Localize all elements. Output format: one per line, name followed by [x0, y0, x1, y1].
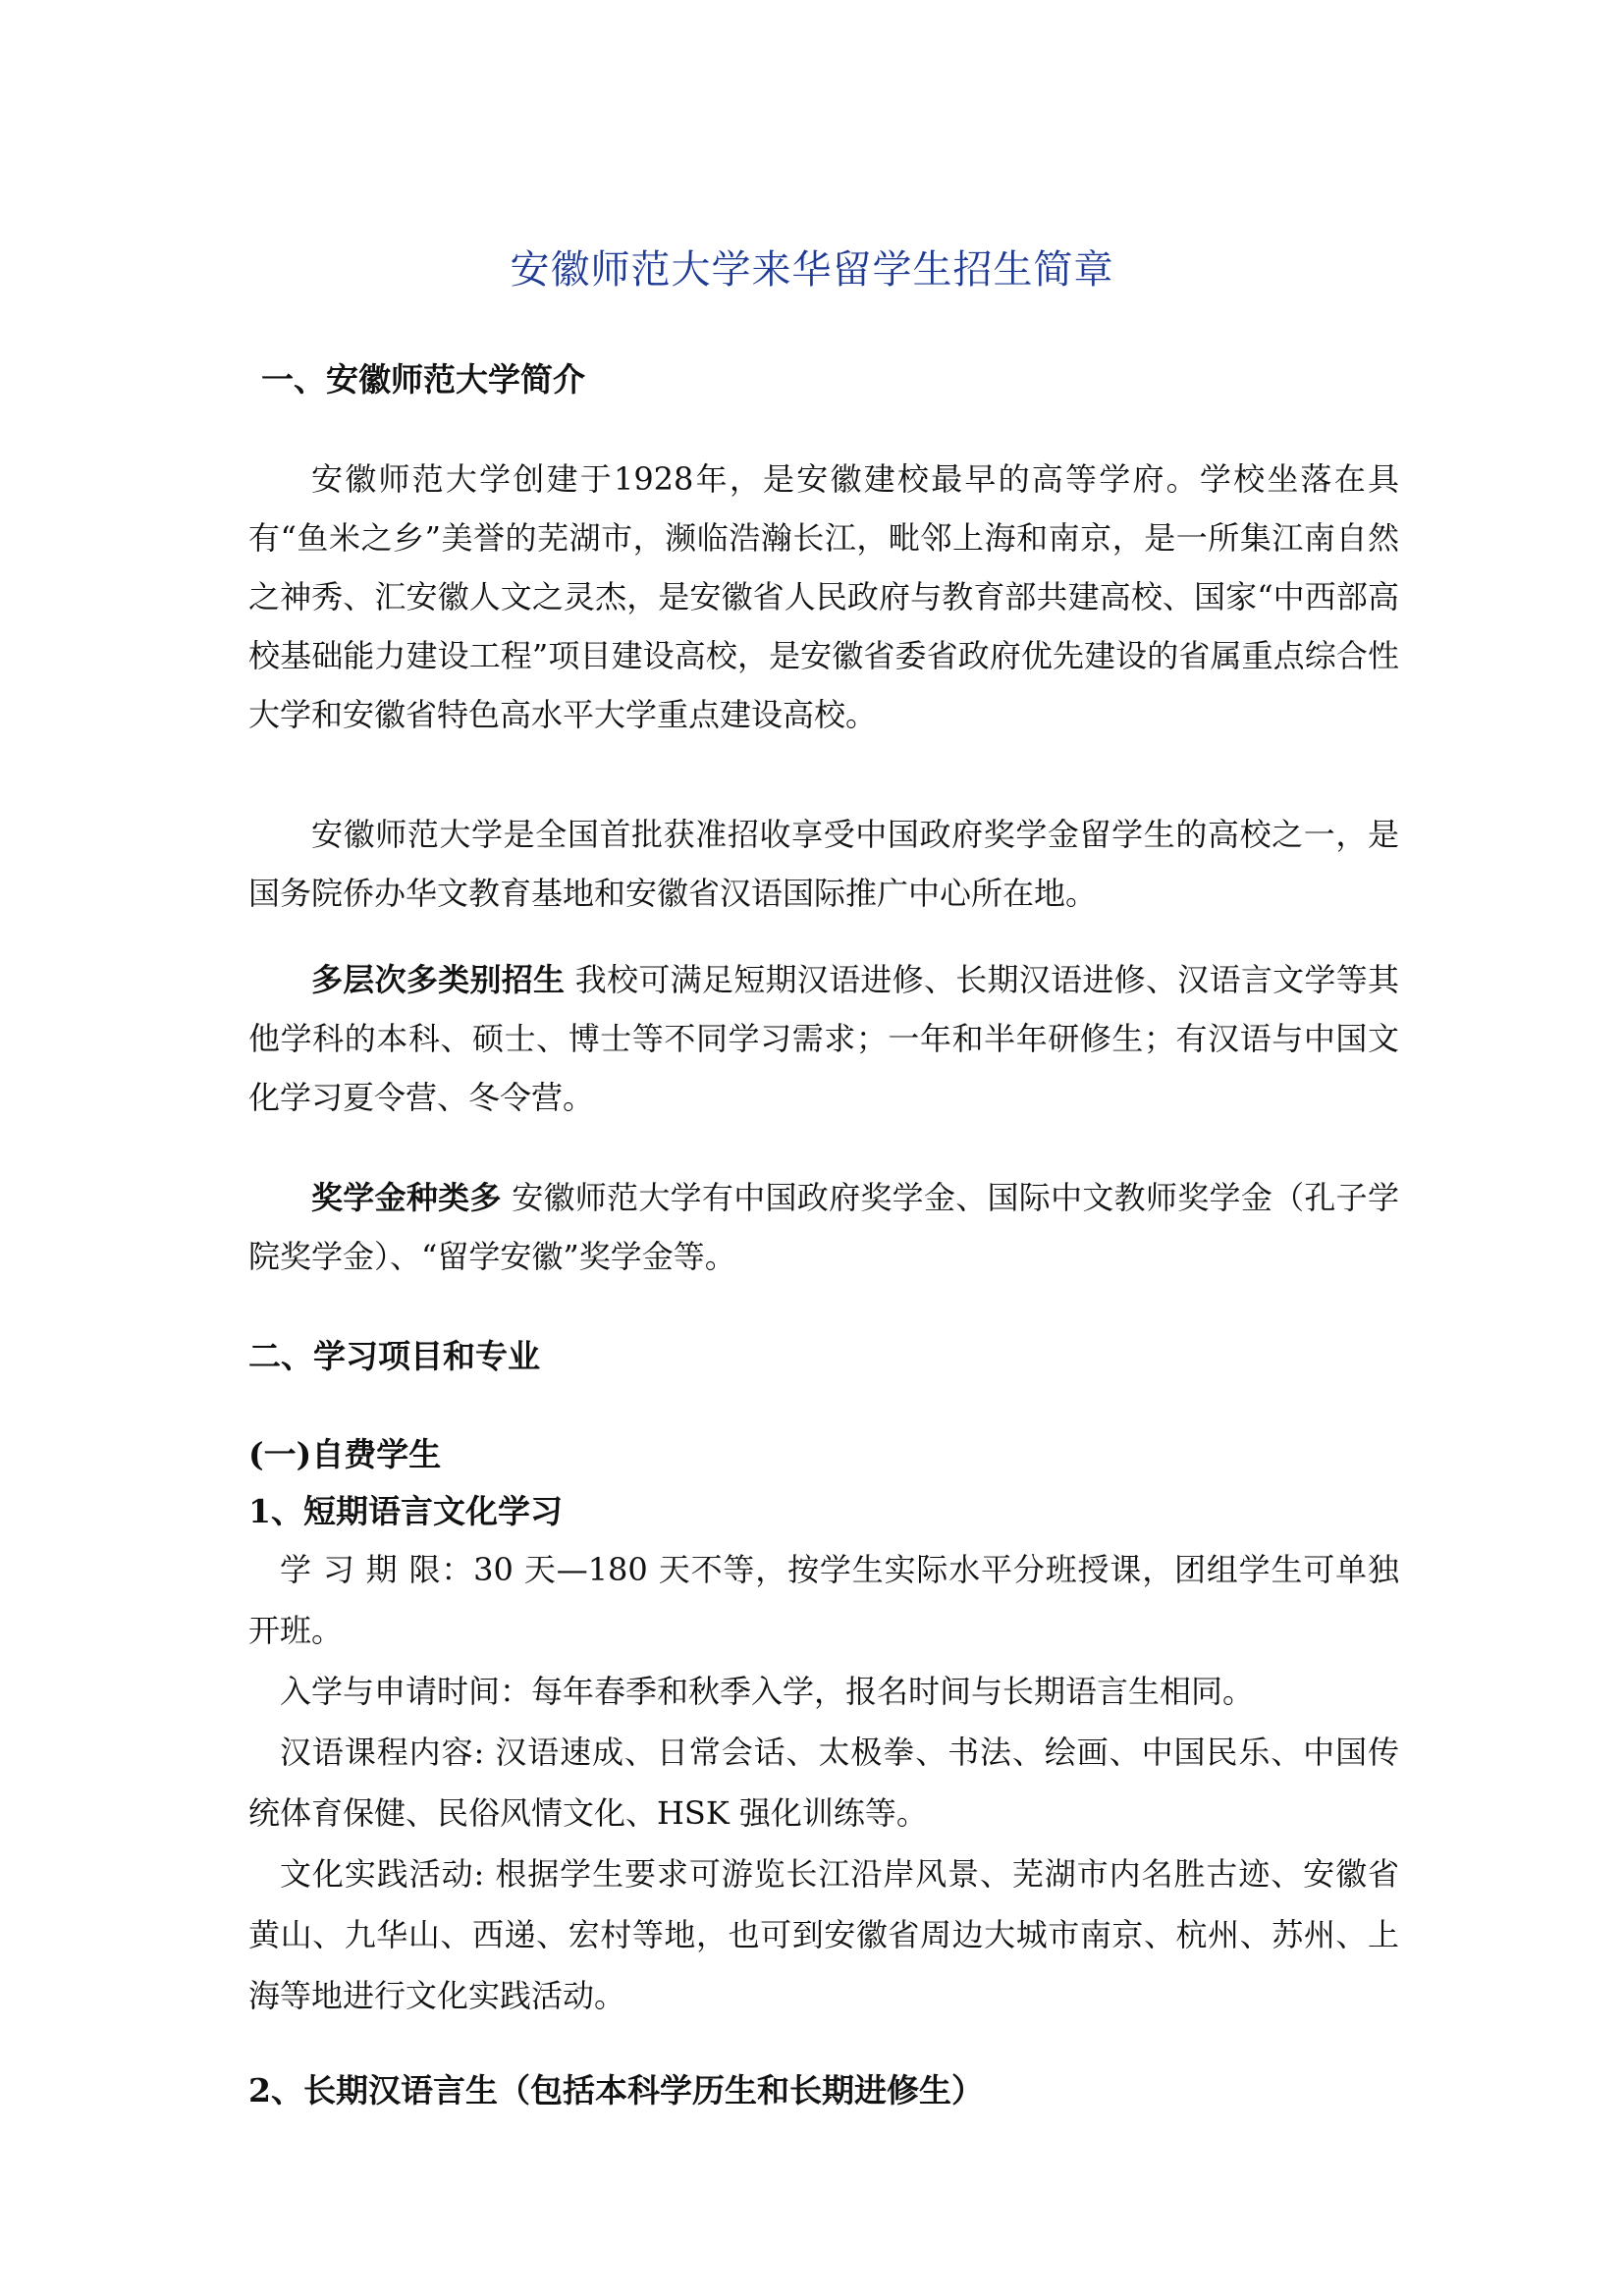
- intro-paragraph-3: [248, 950, 1399, 1127]
- intro-paragraph-1: 安徽师范大学创建于1928年，是安徽建校最早的高等学府。学校坐落在具有“鱼米之乡”美誉的芜湖市，濒临浩瀚长江，毗邻上海和南京，是一所集江南自然之神秀、汇安徽人文之灵杰，是安徽省人民政府与教育部共建高校、国家“中西部高校基础能力建设工程”项目建设高校，是安徽省委省政府优先建设的省属重点综合性大学和安徽省特色高水平大学重点建设高校。: [248, 460, 1399, 733]
- scholarship-label: 奖学金种类多: [311, 1179, 502, 1216]
- short-term-activities: 文化实践活动: 根据学生要求可游览长江沿岸风景、芜湖市内名胜古迹、安徽省黄山、九华山、西递、宏村等地，也可到安徽省周边大城市南京、杭州、苏州、上海等地进行文化实践活动。: [248, 1855, 1399, 2014]
- intro-paragraph-2: 安徽师范大学是全国首批获准招收享受中国政府奖学金留学生的高校之一，是国务院侨办华文教育基地和安徽省汉语国际推广中心所在地。: [248, 816, 1399, 912]
- document-title: 安徽师范大学来华留学生招生简章: [510, 247, 1114, 293]
- short-term-heading: 1、短期语言文化学习: [248, 1492, 563, 1530]
- long-term-heading: 2、长期汉语言生（包括本科学历生和长期进修生）: [248, 2071, 984, 2109]
- short-term-admission: 入学与申请时间：每年春季和秋季入学，报名时间与长期语言生相同。: [280, 1673, 1255, 1710]
- section-1-heading: 一、安徽师范大学简介: [261, 360, 585, 399]
- multi-level-label: 多层次多类别招生: [311, 961, 566, 998]
- intro-paragraph-4: [248, 1168, 1399, 1286]
- self-funded-heading: (一)自费学生: [248, 1435, 442, 1473]
- short-term-courses: 汉语课程内容: 汉语速成、日常会话、太极拳、书法、绘画、中国民乐、中国传统体育保健、民俗风情文化、HSK 强化训练等。: [248, 1734, 1399, 1832]
- section-2-heading: 二、学习项目和专业: [248, 1337, 540, 1375]
- short-term-duration: 学 习 期 限：30 天—180 天不等，按学生实际水平分班授课，团组学生可单独开班。: [248, 1551, 1399, 1649]
- multi-level-text: 我校可满足短期汉语进修、长期汉语进修、汉语言文学等其他学科的本科、硕士、博士等不同学习需求；一年和半年研修生；有汉语与中国文化学习夏令营、冬令营。: [248, 961, 1399, 1116]
- scholarship-text: 安徽师范大学有中国政府奖学金、国际中文教师奖学金（孔子学院奖学金）、“留学安徽”奖学金等。: [248, 1179, 1399, 1275]
